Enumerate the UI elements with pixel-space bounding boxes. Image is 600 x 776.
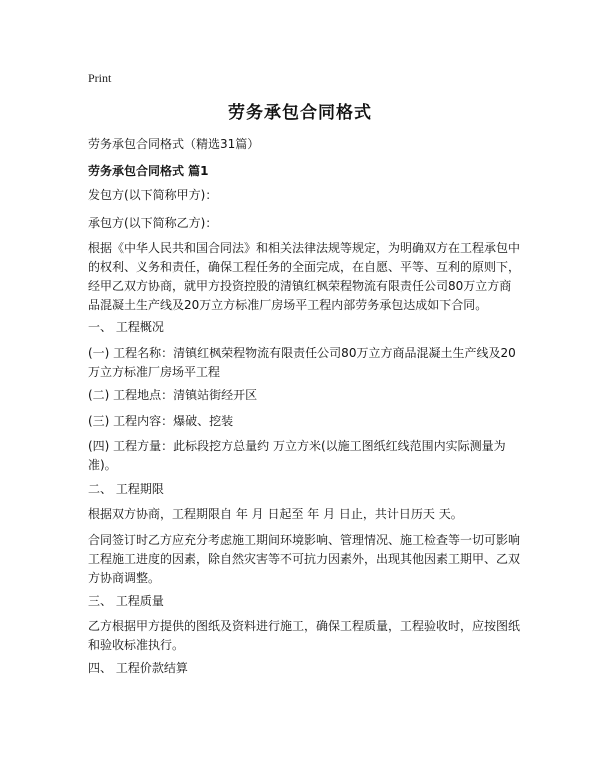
paragraph-project-content: (三) 工程内容：爆破、挖装 bbox=[88, 414, 234, 428]
heading-project-overview: 一、 工程概况 bbox=[88, 320, 164, 334]
paragraph-quality: 乙方根据甲方提供的图纸及资料进行施工，确保工程质量，工程验收时，应按图纸和验收标准执行。 bbox=[88, 619, 521, 652]
page-title: 劳务承包合同格式 bbox=[228, 103, 372, 123]
heading-price-settlement: 四、 工程价款结算 bbox=[88, 661, 188, 675]
paragraph-period-adjustment: 合同签订时乙方应充分考虑施工期间环境影响、管理情况、施工检查等一切可影响工程施工进度的因素，除自然灾害等不可抗力因素外，出现其他因素工期甲、乙双方协商调整。 bbox=[88, 533, 521, 585]
heading-project-quality: 三、 工程质量 bbox=[88, 594, 164, 608]
paragraph-project-name: (一) 工程名称：清镇红枫荣程物流有限责任公司80万立方商品混凝土生产线及20万立方标准厂房场平工程 bbox=[88, 346, 516, 379]
paragraph-party-b: 承包方(以下简称乙方)： bbox=[88, 216, 218, 230]
paragraph-project-volume: (四) 工程方量：此标段挖方总量约 万立方米(以施工图纸红线范围内实际测量为准)。 bbox=[88, 439, 506, 472]
print-label: Print bbox=[88, 71, 112, 85]
paragraph-party-a: 发包方(以下简称甲方)： bbox=[88, 188, 218, 202]
section-heading: 劳务承包合同格式 篇1 bbox=[88, 164, 209, 178]
document-subtitle: 劳务承包合同格式（精选31篇） bbox=[88, 137, 260, 151]
heading-project-period: 二、 工程期限 bbox=[88, 482, 164, 496]
paragraph-preamble: 根据《中华人民共和国合同法》和相关法律法规等规定，为明确双方在工程承包中的权利、义务和责任，确保工程任务的全面完成，在自愿、平等、互利的原则下，经甲乙双方协商，就甲方投资控股的清镇红枫荣程物流有限责任公司80万立方商品混凝土生产线及20万立方标准厂房场平工程内部劳务承包达成如下合同。 bbox=[88, 241, 521, 312]
paragraph-project-location: (二) 工程地点：清镇站街经开区 bbox=[88, 388, 258, 402]
paragraph-period-dates: 根据双方协商，工程期限自 年 月 日起至 年 月 日止，共计日历天 天。 bbox=[88, 507, 463, 521]
